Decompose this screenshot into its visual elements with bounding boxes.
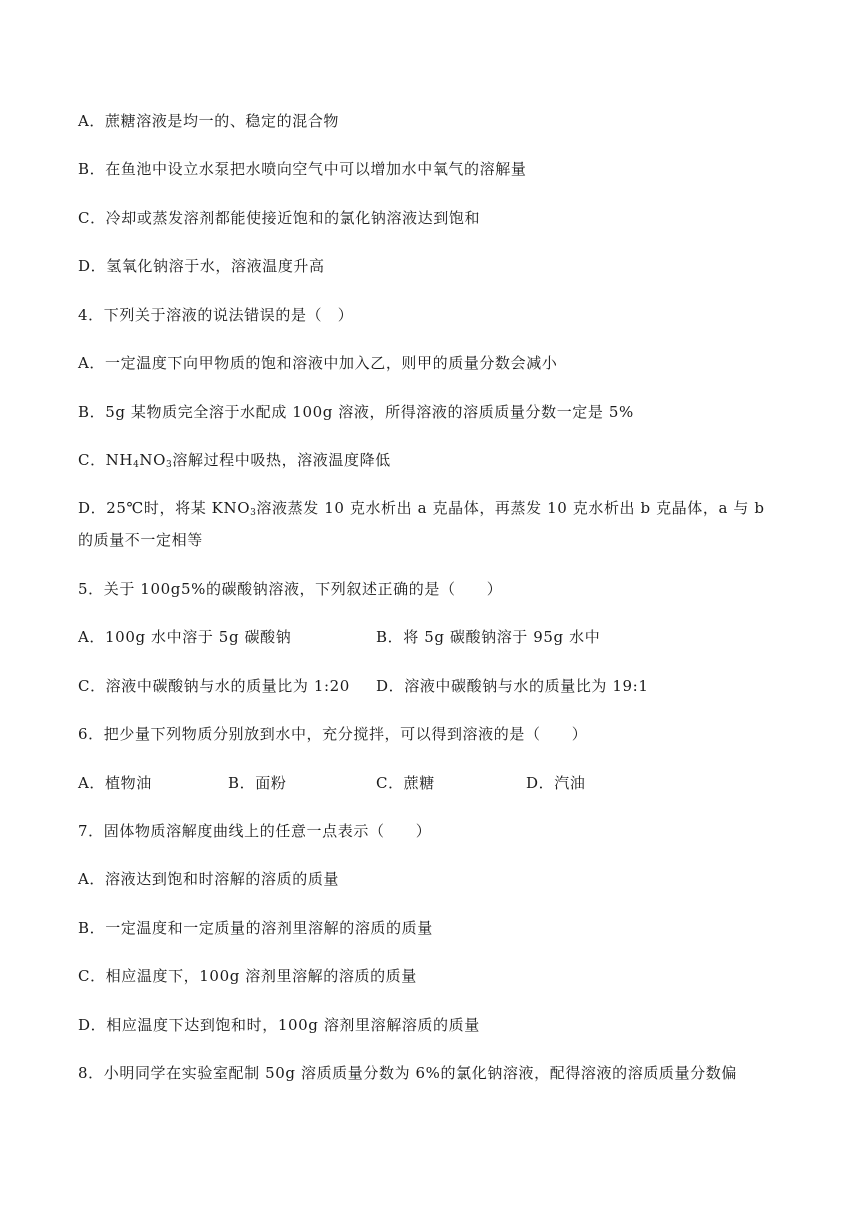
q4-option-d [78, 497, 765, 519]
subscript: 4 [133, 460, 140, 470]
q3-option-a: A．蔗糖溶液是均一的、稳定的混合物 [78, 112, 340, 130]
q4-stem: 4．下列关于溶液的说法错误的是（ ） [78, 306, 354, 324]
q4-option-c [78, 449, 391, 471]
q4-option-d-continued: 的质量不一定相等 [78, 531, 203, 549]
q4-option-c-text: 溶解过程中吸热，溶液温度降低 [172, 451, 391, 469]
q7-stem: 7．固体物质溶解度曲线上的任意一点表示（ ） [78, 822, 432, 840]
q3-option-c: C．冷却或蒸发溶剂都能使接近饱和的氯化钠溶液达到饱和 [78, 209, 481, 227]
q7-option-d: D．相应温度下达到饱和时，100g 溶剂里溶解溶质的质量 [78, 1016, 480, 1034]
q4-option-c-text: NO [139, 451, 167, 469]
q3-option-d: D．氢氧化钠溶于水，溶液温度升高 [78, 257, 325, 275]
q5-stem: 5．关于 100g5%的碳酸钠溶液，下列叙述正确的是（ ） [78, 580, 503, 598]
q4-option-d-text: D．25℃时，将某 KNO [78, 499, 251, 517]
q4-option-d-text: 溶液蒸发 10 克水析出 a 克晶体，再蒸发 10 克水析出 b 克晶体，a 与 b [256, 499, 765, 517]
q7-option-c: C．相应温度下，100g 溶剂里溶解的溶质的质量 [78, 967, 417, 985]
q6-option-c: C．蔗糖 [376, 774, 435, 792]
q5-option-b: B．将 5g 碳酸钠溶于 95g 水中 [376, 628, 601, 646]
q3-option-b: B．在鱼池中设立水泵把水喷向空气中可以增加水中氧气的溶解量 [78, 160, 527, 178]
subscript: 3 [250, 508, 257, 518]
q4-option-c-text: C．NH [78, 451, 134, 469]
q4-option-a: A．一定温度下向甲物质的饱和溶液中加入乙，则甲的质量分数会减小 [78, 354, 558, 372]
q5-option-d: D．溶液中碳酸钠与水的质量比为 19:1 [376, 677, 649, 695]
q6-option-d: D．汽油 [526, 774, 586, 792]
q6-option-a: A．植物油 [78, 774, 152, 792]
q6-stem: 6．把少量下列物质分别放到水中，充分搅拌，可以得到溶液的是（ ） [78, 725, 588, 743]
q7-option-a: A．溶液达到饱和时溶解的溶质的质量 [78, 870, 340, 888]
q7-option-b: B．一定温度和一定质量的溶剂里溶解的溶质的质量 [78, 919, 433, 937]
q6-option-b: B．面粉 [228, 774, 287, 792]
q8-stem: 8．小明同学在实验室配制 50g 溶质质量分数为 6%的氯化钠溶液，配得溶液的溶质质量分数偏 [78, 1064, 737, 1082]
subscript: 3 [166, 460, 173, 470]
q5-option-a: A．100g 水中溶于 5g 碳酸钠 [78, 628, 292, 646]
q4-option-b: B．5g 某物质完全溶于水配成 100g 溶液，所得溶液的溶质质量分数一定是 5% [78, 403, 634, 421]
q5-option-c: C．溶液中碳酸钠与水的质量比为 1:20 [78, 677, 350, 695]
